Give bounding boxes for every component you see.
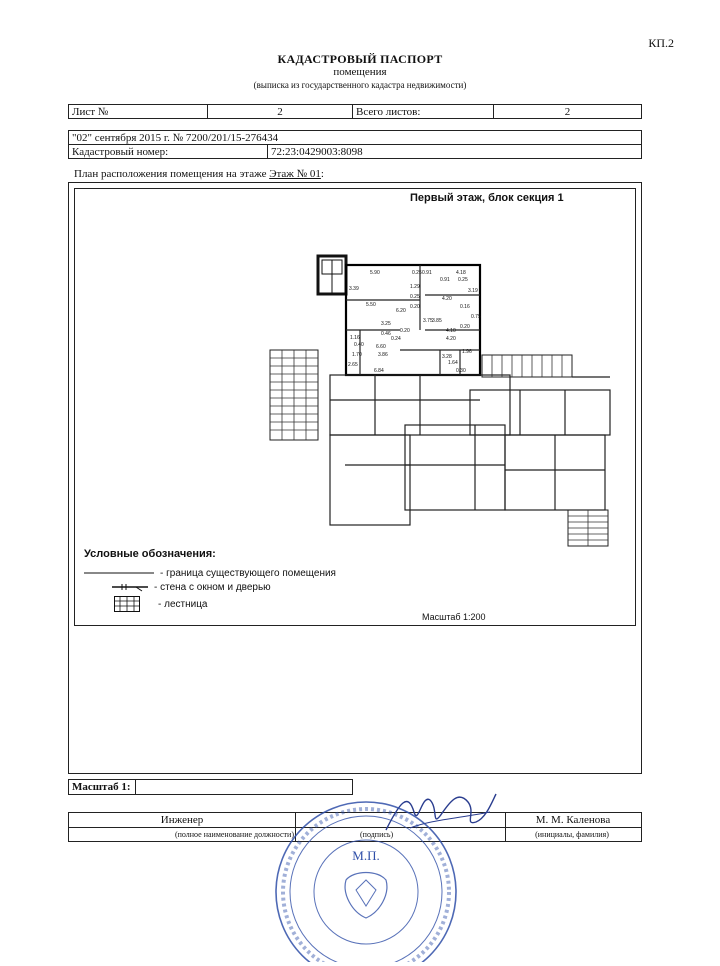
plan-caption-suffix: : xyxy=(320,168,324,180)
dim-label: 3.39 xyxy=(349,286,359,292)
dim-label: 4.20 xyxy=(446,336,456,342)
dim-label: 4.20 xyxy=(442,296,452,302)
legend-wall-symbol xyxy=(112,582,148,592)
dim-label: 5.50 xyxy=(366,302,376,308)
record-date-number: "02" сентября 2015 г. № 7200/201/15-276434 xyxy=(68,130,642,145)
plan-scale-text: Масштаб 1:200 xyxy=(422,612,486,622)
legend-item-boundary: - граница существующего помещения xyxy=(160,568,336,579)
dim-label: 0.91 xyxy=(422,270,432,276)
scale-label: Масштаб 1: xyxy=(68,779,136,795)
dim-label: 3.86 xyxy=(378,352,388,358)
total-sheets-label: Всего листов: xyxy=(352,104,494,119)
dim-label: 0.20 xyxy=(410,304,420,310)
form-code: КП.2 xyxy=(648,36,674,50)
cadastral-label: Кадастровый номер: xyxy=(68,144,268,159)
legend-item-stair: - лестница xyxy=(158,599,208,610)
position-caption: (полное наименование должности) xyxy=(174,830,294,839)
plan-caption-prefix: План расположения помещения на этаже xyxy=(74,168,267,180)
dim-label: 2.65 xyxy=(348,362,358,368)
position-value: Инженер xyxy=(160,814,204,826)
dim-label: 1.70 xyxy=(352,352,362,358)
dim-label: 1.29 xyxy=(410,284,420,290)
dim-label: 0.16 xyxy=(460,304,470,310)
legend-title: Условные обозначения: xyxy=(84,548,216,560)
cadastral-value: 72:23:0429003:8098 xyxy=(267,144,642,159)
record-block xyxy=(68,130,642,160)
legend-boundary-symbol xyxy=(84,570,154,576)
dim-label: 3.75 xyxy=(423,318,433,324)
plan-caption xyxy=(74,168,324,180)
document-title: КАДАСТРОВЫЙ ПАСПОРТ xyxy=(277,52,443,66)
dim-label: 0.24 xyxy=(391,336,401,342)
stamp-label: М.П. xyxy=(352,848,380,863)
plan-caption-floor: Этаж № 01 xyxy=(269,168,321,180)
dim-label: 4.18 xyxy=(456,270,466,276)
dim-label: 0.25 xyxy=(458,277,468,283)
legend-stair-symbol xyxy=(114,596,140,612)
dim-label: 6.84 xyxy=(374,368,384,374)
dim-label: 3.25 xyxy=(381,321,391,327)
bottom-stair-hatch xyxy=(568,510,608,546)
document-subtitle: помещения xyxy=(333,66,387,78)
dim-label: 0.25 xyxy=(412,270,422,276)
official-seal xyxy=(268,794,464,962)
dim-label: 4.10 xyxy=(446,328,456,334)
legend-item-wall: - стена с окном и дверью xyxy=(154,582,271,593)
scale-value xyxy=(135,779,353,795)
dim-label: 1.64 xyxy=(448,360,458,366)
dim-label: 0.20 xyxy=(400,328,410,334)
dim-label: 0.75 xyxy=(471,314,481,320)
dim-label: 0.40 xyxy=(354,342,364,348)
dim-label: 0.25 xyxy=(410,294,420,300)
dim-label: 1.16 xyxy=(350,335,360,341)
left-stair-hatch xyxy=(270,350,318,440)
signature-caption: (подпись) xyxy=(360,830,394,839)
dim-label: 3.85 xyxy=(432,318,442,324)
document-subtitle-note: (выписка из государственного кадастра недвижимости) xyxy=(253,80,467,90)
sheet-label: Лист № xyxy=(68,104,208,119)
right-stair-hatch xyxy=(482,355,572,377)
floor-plan-drawing xyxy=(260,250,620,550)
name-caption: (инициалы, фамилия) xyxy=(535,830,609,839)
dim-label: 5.90 xyxy=(370,270,380,276)
dim-label: 0.91 xyxy=(440,277,450,283)
dim-label: 6.20 xyxy=(396,308,406,314)
dim-label: 0.46 xyxy=(381,331,391,337)
total-sheets-value: 2 xyxy=(493,104,642,119)
plan-heading: Первый этаж, блок секция 1 xyxy=(410,192,564,204)
dim-label: 6.60 xyxy=(376,344,386,350)
dim-label: 3.28 xyxy=(442,354,452,360)
dim-label: 3.19 xyxy=(468,288,478,294)
dim-label: 0.20 xyxy=(460,324,470,330)
sheet-row xyxy=(68,104,642,119)
dim-label: 1.96 xyxy=(462,349,472,355)
name-value: М. М. Каленова xyxy=(535,814,611,826)
dim-label: 0.30 xyxy=(456,368,466,374)
sheet-value: 2 xyxy=(207,104,353,119)
